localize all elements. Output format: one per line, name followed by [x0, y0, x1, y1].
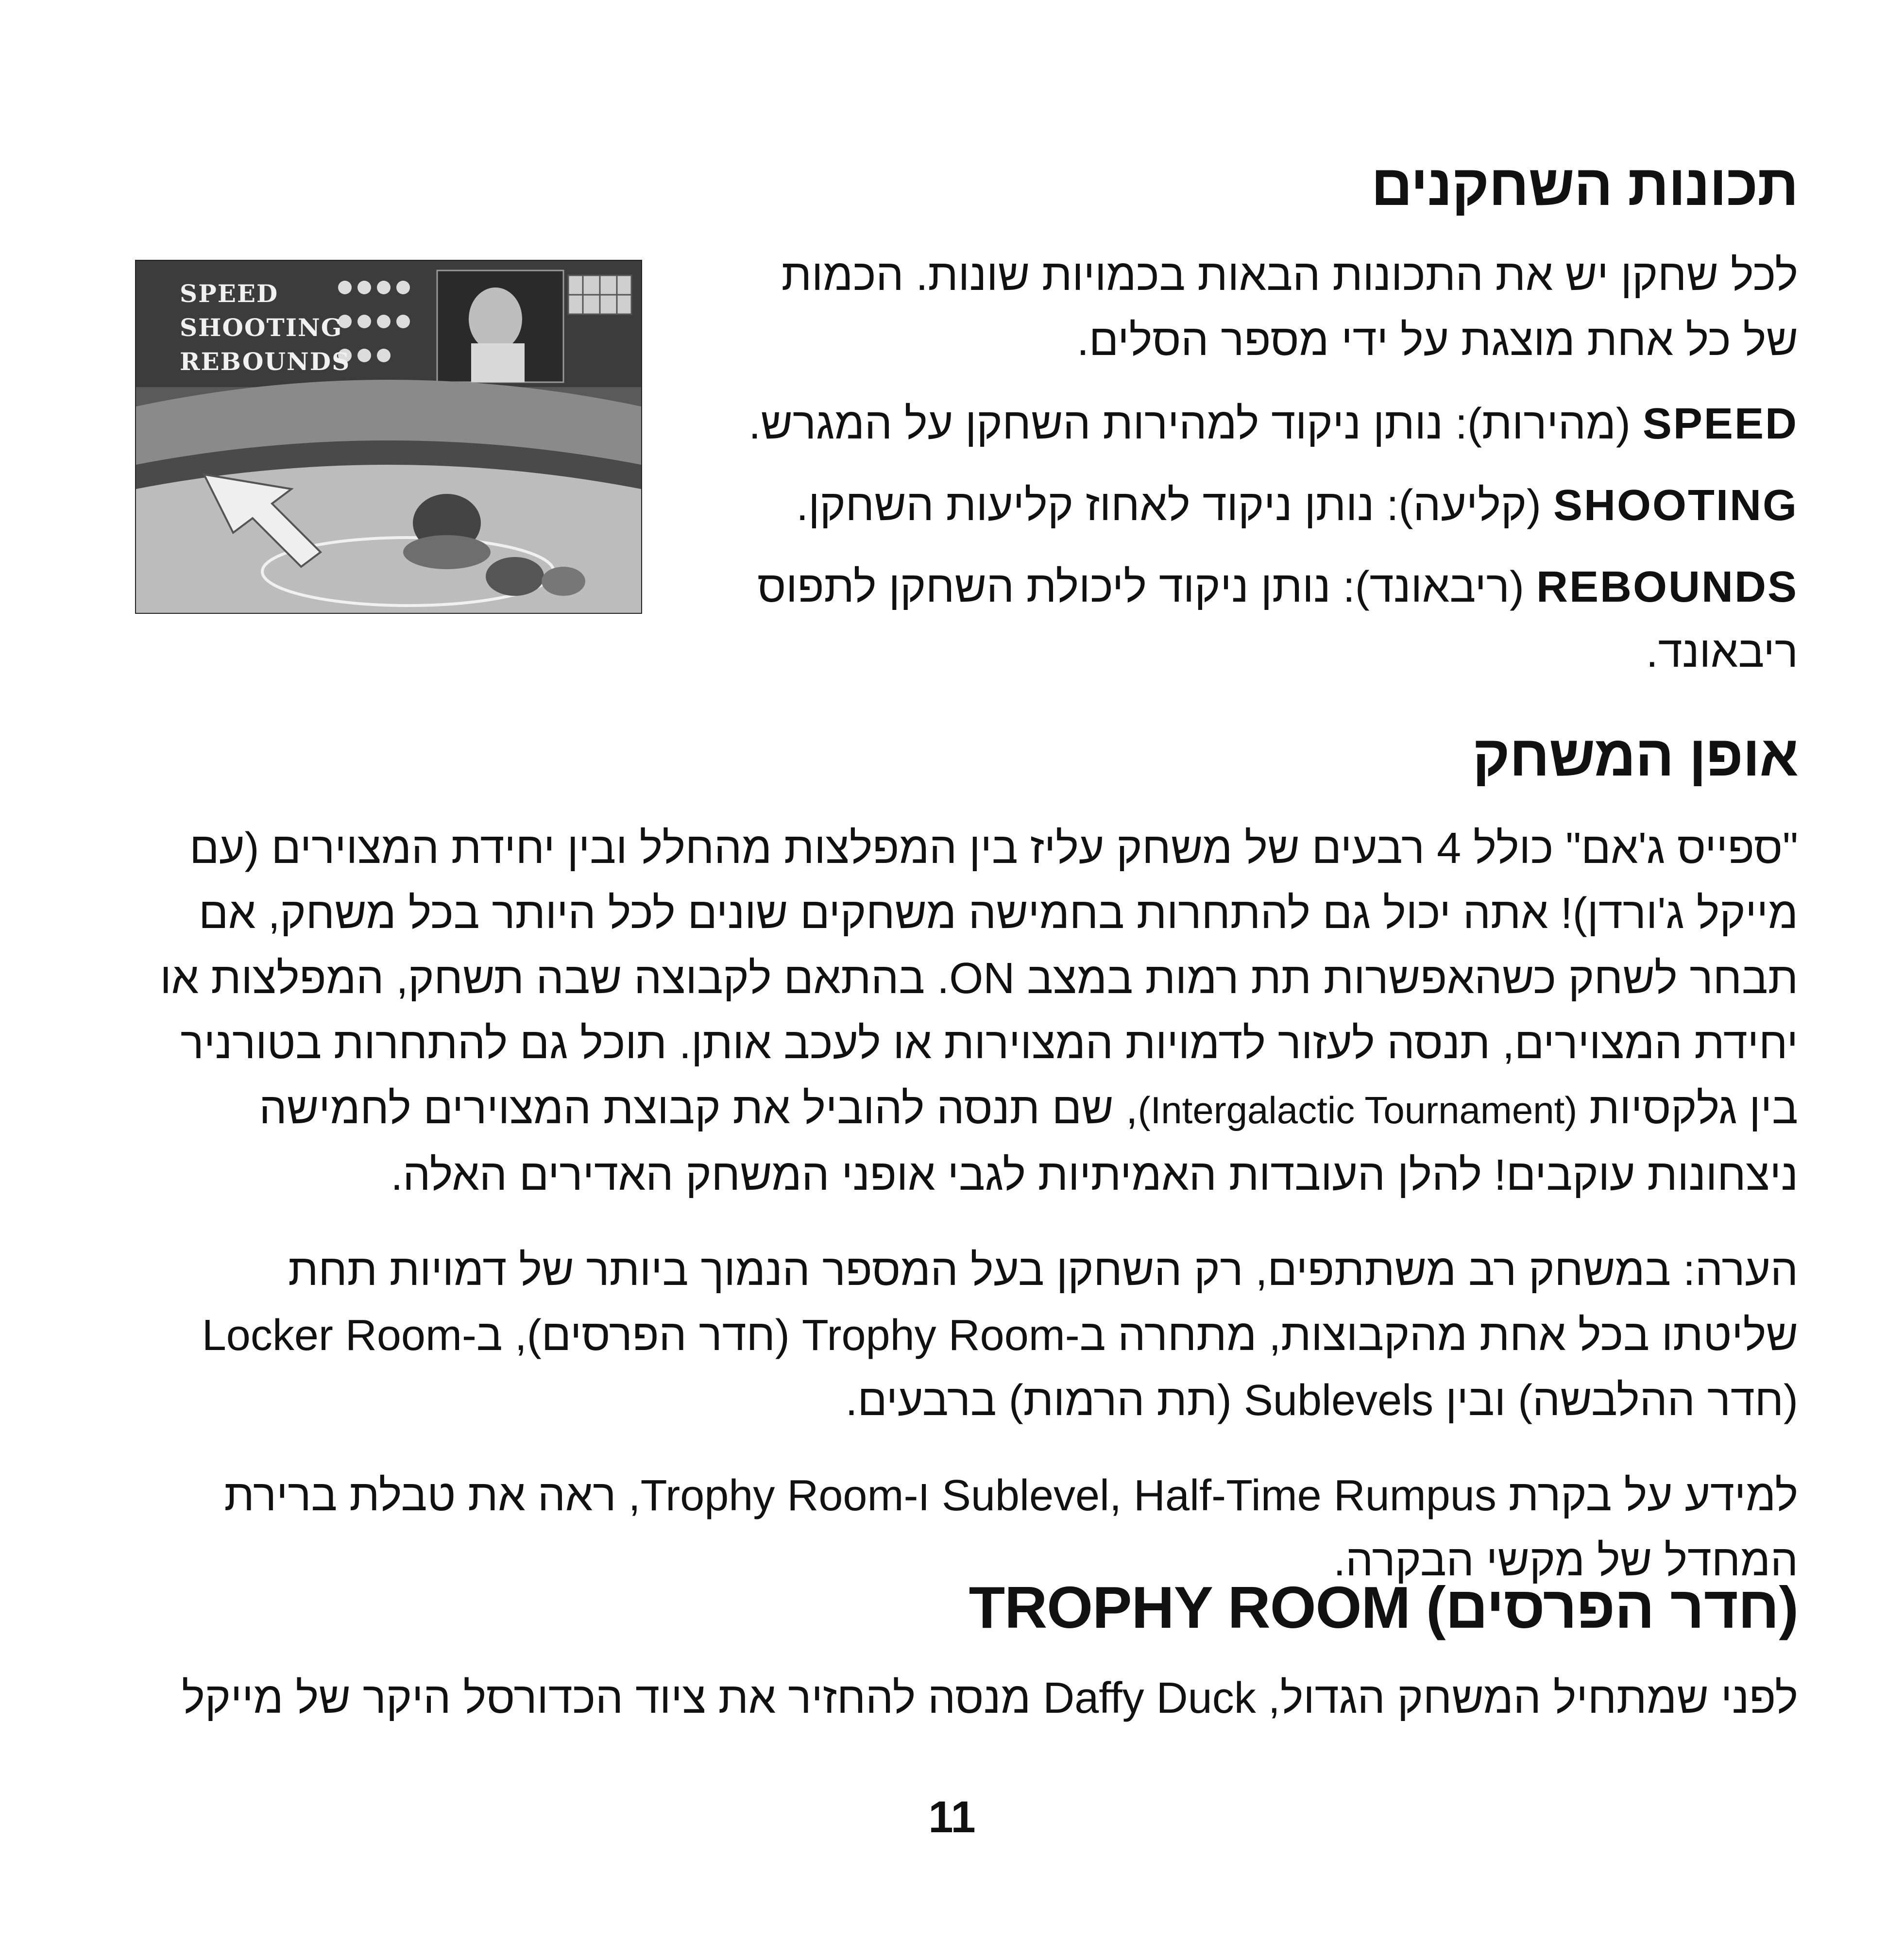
- trophy-text-block: [156, 1666, 1798, 1731]
- screenshot-label-shooting: SHOOTING: [180, 313, 343, 342]
- attribute-speed: [730, 391, 1798, 456]
- gameplay-paragraph-1-end: , שם תנסה להוביל את קבוצת המצוירים לחמישה ניצחונות עוקבים! להלן העובדות האמיתיות לגבי אופני המשחק האדירים האלה.: [259, 1084, 1798, 1199]
- attribute-name: SPEED: [1642, 400, 1798, 448]
- attribute-desc: (קליעה): נותן ניקוד לאחוז קליעות השחקן.: [796, 481, 1541, 530]
- screenshot-label-speed: SPEED: [180, 279, 279, 308]
- screenshot-label-rebounds: REBOUNDS: [180, 347, 351, 376]
- gameplay-controls-ref: למידע על בקרת Sublevel, Half-Time Rumpus ו-Trophy Room, ראה את טבלת ברירת המחדל של מקשי הבקרה.: [224, 1471, 1798, 1585]
- attribute-name: SHOOTING: [1553, 481, 1798, 530]
- attribute-rebounds: [730, 555, 1798, 685]
- gameplay-note: הערה: במשחק רב משתתפים, רק השחקן בעל המספר הנמוך ביותר של דמויות תחת שליטתו בכל אחת מהקבוצות, מתחרה ב-Trophy Room (חדר הפרסים), ב-Locker Room (חדר ההלבשה) ובין Sublevels (תת הרמות) ברבעים.: [202, 1246, 1798, 1425]
- tournament-name: (Intergalactic Tournament): [1138, 1089, 1578, 1131]
- players-intro: לכל שחקן יש את התכונות הבאות בכמויות שונות. הכמות של כל אחת מוצגת על ידי מספר הסלים.: [781, 251, 1798, 365]
- section-title-players: תכונות השחקנים: [1371, 153, 1798, 218]
- attribute-name: REBOUNDS: [1536, 563, 1798, 611]
- attribute-desc: (ריבאונד): נותן ניקוד ליכולת השחקן לתפוס ריבאונד.: [757, 563, 1798, 676]
- players-text-block: [730, 243, 1798, 701]
- gameplay-paragraph-1-start: "ספייס ג'אם" כולל 4 רבעים של משחק עליז בין המפלצות מהחלל ובין יחידת המצוירים (עם מייקל ג'ורדן)! אתה יכול גם להתחרות בחמישה משחקים שונים לכל היותר בכל משחק, אם תבחר לשחק כשהאפשרות תת רמות במצב ON. בהתאם לקבוצה שבה תשחק, המפלצות או יחידת המצוירים, תנסה לעזור לדמויות המצוירות או לעכב אותן. תוכל גם להתחרות בטורניר בין גלקסיות: [160, 824, 1798, 1133]
- section-title-gameplay: אופן המשחק: [1472, 724, 1798, 788]
- page-number: 11: [928, 1792, 976, 1842]
- section-title-trophy-room: TROPHY ROOM (חדר הפרסים): [969, 1574, 1798, 1640]
- game-screenshot: [135, 260, 642, 614]
- attribute-shooting: [730, 473, 1798, 538]
- gameplay-paragraph-1: [156, 816, 1798, 1208]
- trophy-paragraph: לפני שמתחיל המשחק הגדול, Daffy Duck מנסה להחזיר את ציוד הכדורסל היקר של מייקל: [182, 1674, 1798, 1722]
- attribute-desc: (מהירות): נותן ניקוד למהירות השחקן על המגרש.: [748, 400, 1631, 448]
- gameplay-text-block: [156, 816, 1798, 1623]
